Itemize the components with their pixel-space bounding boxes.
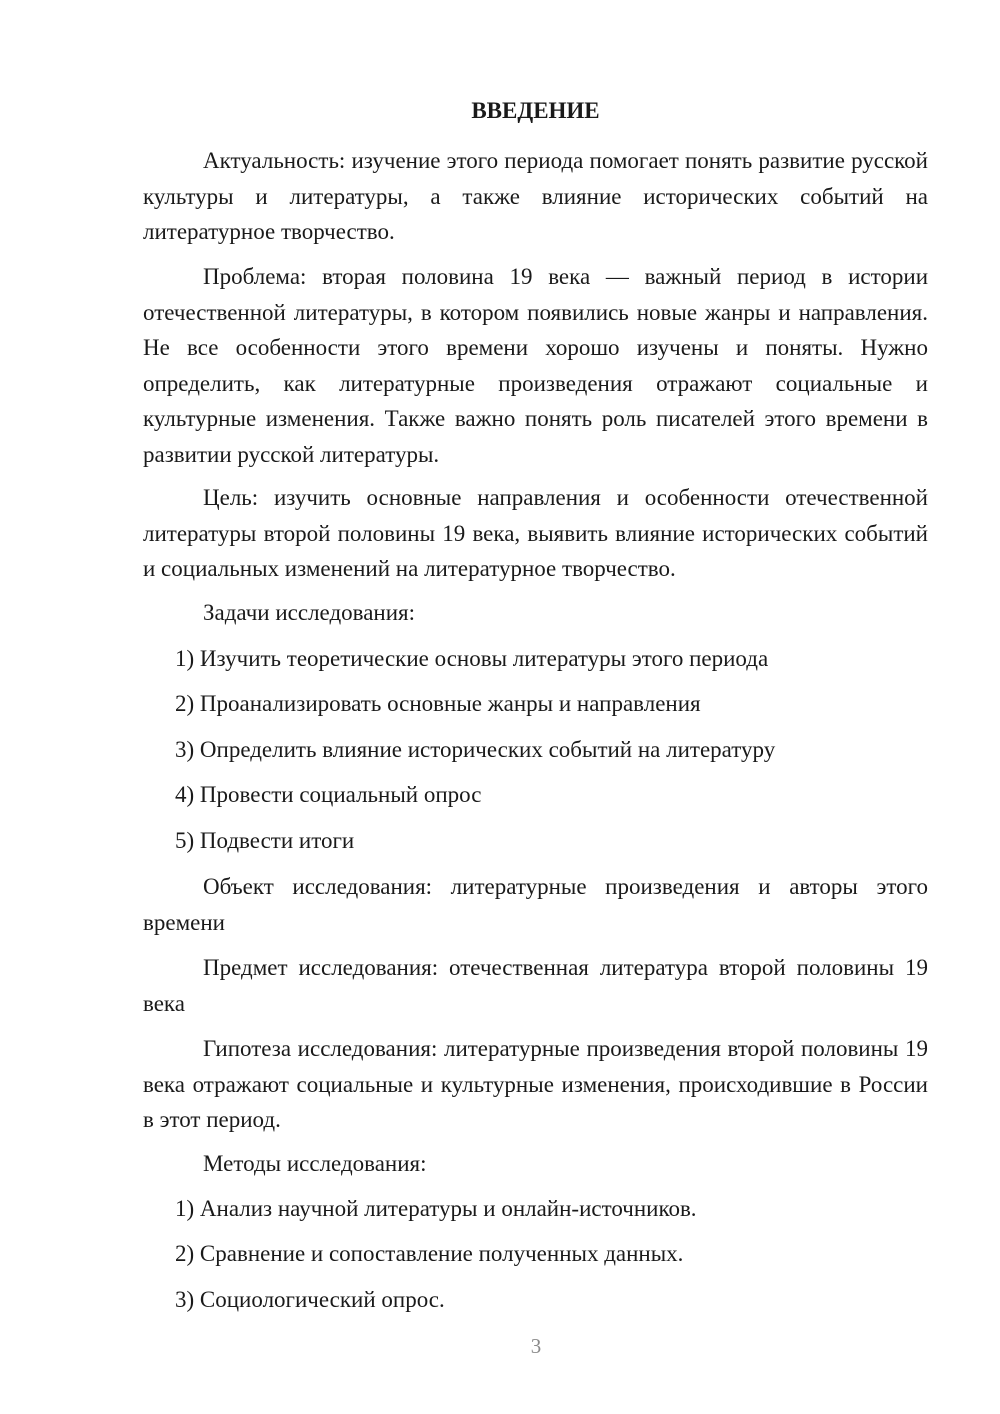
page-title: ВВЕДЕНИЕ: [471, 98, 600, 123]
task-item: 1) Изучить теоретические основы литературы этого периода: [175, 646, 769, 671]
method-item: 3) Социологический опрос.: [175, 1287, 445, 1312]
methods-heading: Методы исследования:: [203, 1151, 427, 1176]
task-item: 4) Провести социальный опрос: [175, 782, 482, 807]
page-number: 3: [530, 1334, 542, 1358]
tasks-heading: Задачи исследования:: [203, 600, 416, 625]
object-paragraph: Объект исследования: литературные произведения и авторы этого времени: [143, 874, 928, 935]
task-item: 3) Определить влияние исторических событий на литературу: [175, 737, 776, 762]
method-item: 2) Сравнение и сопоставление полученных данных.: [175, 1241, 684, 1266]
problem-paragraph: Проблема: вторая половина 19 века — важный период в истории отечественной литературы, в котором появились новые жанры и направления. Не все особенности этого времени хорошо изучены и поняты. Нужно определить, как литературные произведения отражают социальные и культурные изменения. Также важно понять роль писателей этого времени в развитии русской литературы.: [143, 264, 928, 467]
hypothesis-paragraph: Гипотеза исследования: литературные произведения второй половины 19 века отражают социальные и культурные изменения, происходившие в России в этот период.: [143, 1036, 928, 1132]
goal-paragraph: Цель: изучить основные направления и особенности отечественной литературы второй половины 19 века, выявить влияние исторических событий и социальных изменений на литературное творчество.: [143, 485, 928, 581]
relevance-paragraph: Актуальность: изучение этого периода помогает понять развитие русской культуры и литературы, а также влияние исторических событий на литературное творчество.: [143, 148, 928, 244]
method-item: 1) Анализ научной литературы и онлайн-источников.: [175, 1196, 697, 1221]
subject-paragraph: Предмет исследования: отечественная литература второй половины 19 века: [143, 955, 928, 1016]
task-item: 5) Подвести итоги: [175, 828, 355, 853]
task-item: 2) Проанализировать основные жанры и направления: [175, 691, 701, 716]
